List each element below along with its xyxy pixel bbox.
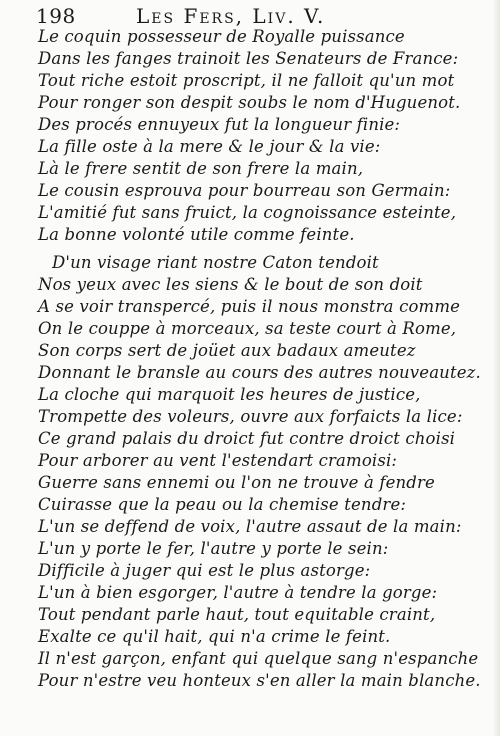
verse-line: Tout riche estoit proscript, il ne falloit qu'un mot bbox=[38, 71, 455, 90]
verse-line: Le coquin possesseur de Royalle puissance bbox=[38, 27, 405, 46]
verse-line: L'amitié fut sans fruict, la cognoissance esteinte, bbox=[38, 203, 457, 222]
verse-line: Pour arborer au vent l'estendart cramoisi: bbox=[38, 451, 398, 470]
verse-line: On le couppe à morceaux, sa teste court à Rome, bbox=[38, 319, 457, 338]
verse-line: La fille oste à la mere & le jour & la vie: bbox=[38, 137, 381, 156]
verse-line: Cuirasse que la peau ou la chemise tendre: bbox=[38, 495, 407, 514]
verse-line: Il n'est garçon, enfant qui quelque sang n'espanche bbox=[38, 649, 479, 668]
verse-line: Pour n'estre veu honteux s'en aller la main blanche. bbox=[38, 671, 481, 690]
verse-line: A se voir transpercé, puis il nous monstra comme bbox=[38, 297, 461, 316]
verse-line: Dans les fanges trainoit les Senateurs de France: bbox=[38, 49, 459, 68]
page-number: 198 bbox=[36, 4, 76, 28]
verse-line: D'un visage riant nostre Caton tendoit bbox=[52, 253, 379, 272]
verse-line: Là le frere sentit de son frere la main, bbox=[38, 159, 364, 178]
verse-line: L'un y porte le fer, l'autre y porte le sein: bbox=[38, 539, 389, 558]
verse-line: L'un à bien esgorger, l'autre à tendre la gorge: bbox=[38, 583, 438, 602]
verse-line: Pour ronger son despit soubs le nom d'Huguenot. bbox=[38, 93, 461, 112]
running-title: Les Fers, Liv. V. bbox=[136, 4, 326, 28]
verse-line: Exalte ce qu'il hait, qui n'a crime le feint. bbox=[38, 627, 391, 646]
verse-line: Trompette des voleurs, ouvre aux forfaicts la lice: bbox=[38, 407, 463, 426]
verse-line: Tout pendant parle haut, tout equitable craint, bbox=[38, 605, 436, 624]
verse-line: La cloche qui marquoit les heures de justice, bbox=[38, 385, 421, 404]
verse-line: Ce grand palais du droict fut contre droict choisi bbox=[38, 429, 456, 448]
verse-line: La bonne volonté utile comme feinte. bbox=[38, 225, 355, 244]
verse-line: Guerre sans ennemi ou l'on ne trouve à fendre bbox=[38, 473, 435, 492]
verse-line: Son corps sert de joüet aux badaux ameutez bbox=[38, 341, 416, 360]
verse-line: L'un se deffend de voix, l'autre assaut de la main: bbox=[38, 517, 462, 536]
verse-line: Des procés ennuyeux fut la longueur finie: bbox=[38, 115, 401, 134]
verse-line: Le cousin esprouva pour bourreau son Germain: bbox=[38, 181, 451, 200]
page-edge-shadow bbox=[494, 0, 500, 736]
verse-line: Difficile à juger qui est le plus astorge: bbox=[38, 561, 371, 580]
verse-line: Nos yeux avec les siens & le bout de son doit bbox=[38, 275, 423, 294]
verse-line: Donnant le bransle au cours des autres nouveautez. bbox=[38, 363, 481, 382]
